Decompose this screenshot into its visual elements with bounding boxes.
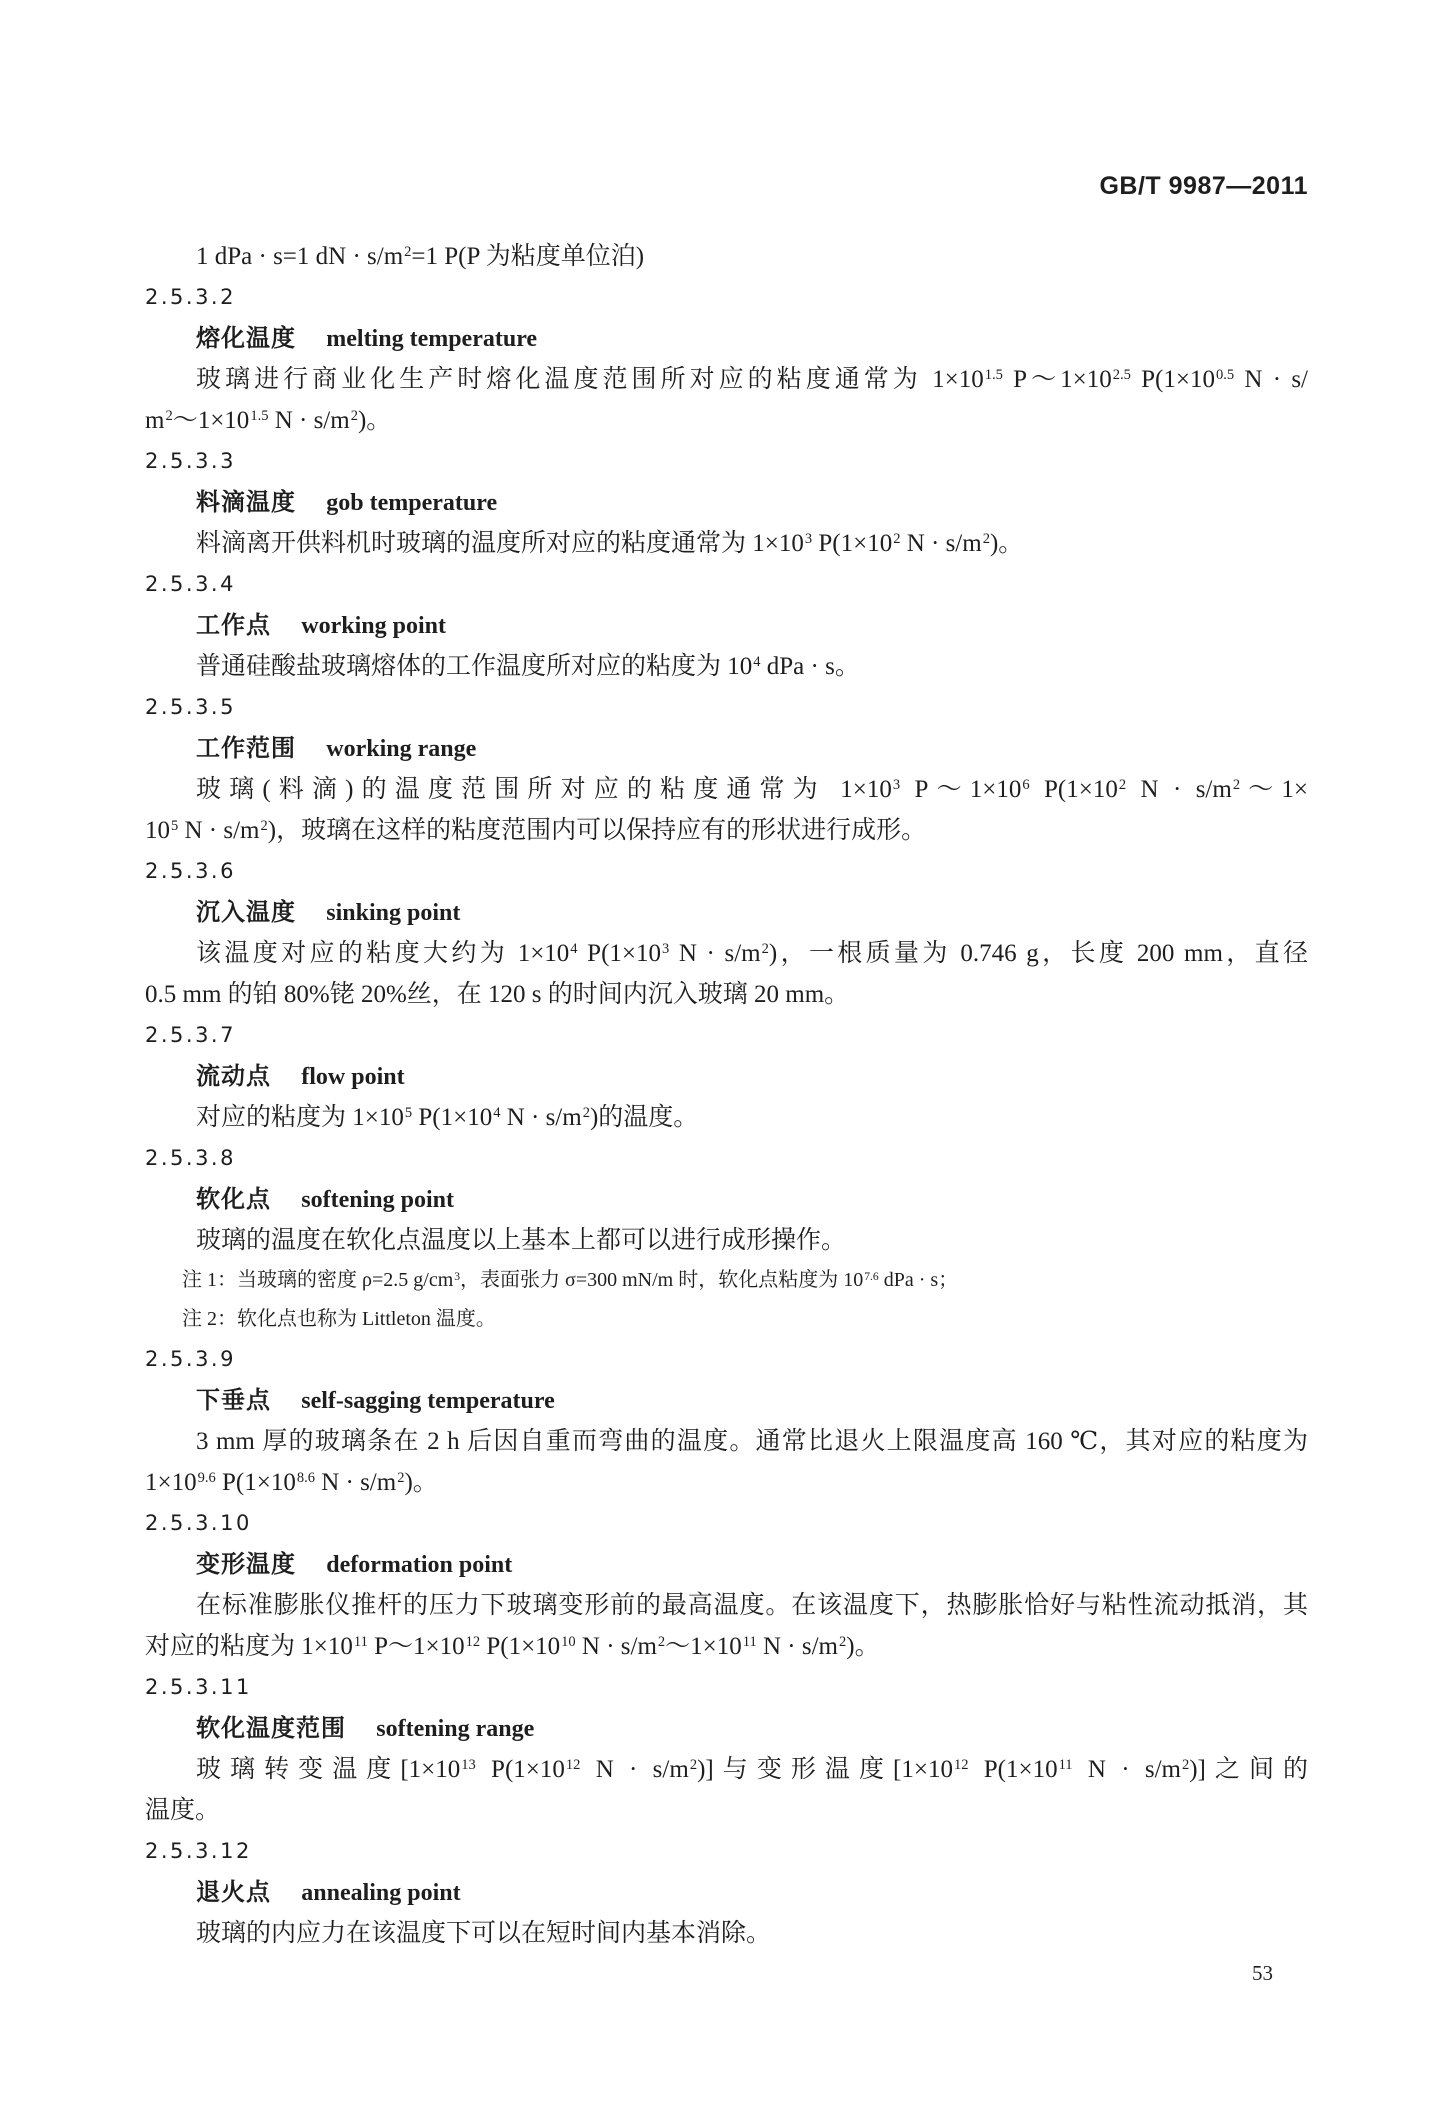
definition-line <box>145 400 1308 441</box>
text-run: ～1×10 <box>172 407 250 434</box>
superscript: 9.6 <box>197 1470 216 1487</box>
text-run: )]与变形温度[1×10 <box>697 1756 953 1783</box>
text-run: P～1×10 <box>1002 366 1112 393</box>
superscript: 1.5 <box>984 367 1003 384</box>
superscript: 2 <box>761 941 769 958</box>
definition-line <box>145 1749 1308 1790</box>
continuation-paragraph-line <box>145 236 1308 277</box>
text-run: 1 dPa · s=1 dN · s/m <box>196 243 404 270</box>
text-run: 料滴离开供料机时玻璃的温度所对应的粘度通常为 1×10 <box>196 530 804 557</box>
superscript: 3 <box>804 531 813 548</box>
term-heading <box>145 1708 1308 1749</box>
superscript: 2 <box>1118 777 1127 794</box>
term-english: melting temperature <box>326 326 538 352</box>
superscript: 13 <box>461 1757 476 1774</box>
superscript: 4 <box>493 1105 501 1122</box>
term-chinese: 流动点 <box>196 1062 271 1090</box>
term-entry <box>145 1667 1308 1831</box>
definition-line <box>145 646 1308 687</box>
term-entry <box>145 277 1308 441</box>
superscript: 2 <box>582 1105 590 1122</box>
text-run: )。 <box>846 1633 880 1660</box>
page-number: 53 <box>1252 1961 1273 1985</box>
superscript: 8.6 <box>296 1470 315 1487</box>
clause-number: 2.5.3.12 <box>145 1839 252 1863</box>
term-chinese: 变形温度 <box>196 1550 296 1578</box>
text-run: )]之间的 <box>1189 1756 1308 1783</box>
text-run: P(1×10 <box>812 530 893 557</box>
text-run: P～1×10 <box>367 1633 465 1660</box>
superscript: 2 <box>350 408 358 425</box>
text-run: N · s/m <box>268 407 350 434</box>
term-heading <box>145 728 1308 769</box>
term-english: working range <box>326 736 477 762</box>
text-run: 普通硅酸盐玻璃熔体的工作温度所对应的粘度为 10 <box>196 653 753 680</box>
text-run: m <box>145 407 165 434</box>
superscript: 5 <box>404 1105 413 1122</box>
text-run: P～1×10 <box>900 776 1022 803</box>
text-run: 在标准膨胀仪推杆的压力下玻璃变形前的最高温度。在该温度下，热膨胀恰好与粘性流动抵消，其 <box>196 1592 1308 1619</box>
term-english: sinking point <box>326 900 461 926</box>
superscript: 2 <box>1181 1757 1190 1774</box>
text-run: N · s/m <box>669 940 761 967</box>
term-chinese: 下垂点 <box>196 1386 271 1414</box>
text-run: N · s/m <box>756 1633 838 1660</box>
definition-line <box>145 1097 1308 1138</box>
term-entry <box>145 1138 1308 1339</box>
definition-line <box>145 1585 1308 1626</box>
term-heading <box>145 482 1308 523</box>
text-run: P(1×10 <box>475 1756 565 1783</box>
superscript: 4 <box>753 654 761 671</box>
text-run: )，一根质量为 0.746 g，长度 200 mm，直径 <box>768 940 1308 967</box>
text-run: )。 <box>357 407 392 434</box>
definition-line <box>145 359 1308 400</box>
superscript: 4 <box>570 941 578 958</box>
running-header-standard-number: GB/T 9987—2011 <box>1099 172 1308 200</box>
clause-number: 2.5.3.3 <box>145 449 236 473</box>
term-heading <box>145 892 1308 933</box>
clause-number: 2.5.3.11 <box>145 1675 252 1699</box>
clause-number: 2.5.3.5 <box>145 695 236 719</box>
text-run: )的温度。 <box>589 1104 699 1131</box>
definition-line <box>145 974 1308 1015</box>
term-entry <box>145 1339 1308 1503</box>
term-entry <box>145 441 1308 564</box>
text-run: dPa · s； <box>878 1269 959 1291</box>
superscript: 3 <box>662 941 670 958</box>
superscript: 1.5 <box>250 408 269 425</box>
superscript: 2 <box>1232 777 1241 794</box>
definition-line <box>145 1462 1308 1503</box>
text-run: 玻璃的温度在软化点温度以上基本上都可以进行成形操作。 <box>196 1227 847 1254</box>
superscript: 12 <box>953 1757 969 1774</box>
text-run: 注 2：软化点也称为 Littleton 温度。 <box>182 1308 496 1330</box>
term-chinese: 料滴温度 <box>196 488 296 516</box>
clause-number: 2.5.3.7 <box>145 1023 236 1047</box>
definition-line <box>145 810 1308 851</box>
text-run: N · s/m <box>900 530 982 557</box>
superscript: 6 <box>1022 777 1030 794</box>
term-chinese: 熔化温度 <box>196 324 296 352</box>
term-heading <box>145 318 1308 359</box>
superscript: 2 <box>657 1634 666 1651</box>
text-run: ～1×10 <box>665 1633 742 1660</box>
text-run: 3 mm 厚的玻璃条在 2 h 后因自重而弯曲的温度。通常比退火上限温度高 160 ℃，其对应的粘度为 <box>196 1428 1308 1455</box>
definition-line <box>145 1220 1308 1261</box>
term-entry <box>145 851 1308 1015</box>
superscript: 3 <box>454 1269 461 1283</box>
superscript: 3 <box>892 777 901 794</box>
term-english: working point <box>301 613 446 639</box>
term-heading <box>145 1380 1308 1421</box>
text-run: N · s/m <box>580 1756 689 1783</box>
term-chinese: 软化点 <box>196 1185 271 1213</box>
text-run: N · s/m <box>178 817 260 844</box>
text-run: 0.5 mm 的铂 80%铑 20%丝，在 120 s 的时间内沉入玻璃 20 mm。 <box>145 981 850 1008</box>
text-run: 玻璃(料滴)的温度范围所对应的粘度通常为 1×10 <box>196 776 892 803</box>
superscript: 2 <box>397 1470 405 1487</box>
superscript: 2 <box>260 818 268 835</box>
clause-number: 2.5.3.4 <box>145 572 236 596</box>
superscript: 2 <box>165 408 173 425</box>
term-english: deformation point <box>326 1552 513 1578</box>
term-english: annealing point <box>301 1880 461 1906</box>
superscript: 2.5 <box>1112 367 1131 384</box>
text-run: 玻璃转变温度[1×10 <box>196 1756 461 1783</box>
text-run: N · s/m <box>500 1104 582 1131</box>
superscript: 11 <box>1058 1757 1073 1774</box>
superscript: 12 <box>565 1757 581 1774</box>
text-run: 玻璃进行商业化生产时熔化温度范围所对应的粘度通常为 1×10 <box>196 366 984 393</box>
definition-line <box>145 1790 1308 1831</box>
definition-line <box>145 769 1308 810</box>
text-run: 对应的粘度为 1×10 <box>196 1104 404 1131</box>
superscript: 2 <box>689 1757 698 1774</box>
text-run: 玻璃的内应力在该温度下可以在短时间内基本消除。 <box>196 1920 772 1947</box>
term-heading <box>145 1179 1308 1220</box>
term-entry <box>145 1831 1308 1954</box>
text-run: P(1×10 <box>215 1469 296 1496</box>
term-english: self-sagging temperature <box>301 1388 555 1414</box>
text-run: )。 <box>404 1469 438 1496</box>
superscript: 11 <box>353 1634 368 1651</box>
text-run: P(1×10 <box>1130 366 1215 393</box>
note-line <box>145 1261 1308 1300</box>
superscript: 11 <box>742 1634 757 1651</box>
term-chinese: 沉入温度 <box>196 898 296 926</box>
term-chinese: 工作点 <box>196 611 271 639</box>
text-run: 10 <box>145 817 170 844</box>
term-entry <box>145 1015 1308 1138</box>
text-run: 温度。 <box>145 1797 221 1824</box>
term-english: flow point <box>301 1064 405 1090</box>
superscript: 2 <box>839 1634 847 1651</box>
text-run: P(1×10 <box>968 1756 1058 1783</box>
term-heading <box>145 1544 1308 1585</box>
superscript: 0.5 <box>1215 367 1235 384</box>
text-run: P(1×10 <box>412 1104 493 1131</box>
text-run: )。 <box>989 530 1024 557</box>
text-run: 注 1：当玻璃的密度 ρ=2.5 g/cm <box>182 1269 454 1291</box>
term-english: gob temperature <box>326 490 498 516</box>
text-run: N · s/m <box>1072 1756 1181 1783</box>
term-entry <box>145 564 1308 687</box>
superscript: 12 <box>465 1634 481 1651</box>
superscript: 2 <box>893 531 901 548</box>
text-run: N · s/m <box>1126 776 1232 803</box>
definition-line <box>145 1421 1308 1462</box>
clause-number: 2.5.3.2 <box>145 285 236 309</box>
superscript: 7.6 <box>864 1269 879 1283</box>
definition-line <box>145 1626 1308 1667</box>
term-chinese: 工作范围 <box>196 734 296 762</box>
term-chinese: 退火点 <box>196 1878 271 1906</box>
text-run: P(1×10 <box>1029 776 1118 803</box>
term-entry <box>145 1503 1308 1667</box>
clause-number: 2.5.3.9 <box>145 1347 236 1371</box>
clause-number: 2.5.3.6 <box>145 859 236 883</box>
term-english: softening point <box>301 1187 454 1213</box>
text-run: N · s/m <box>575 1633 657 1660</box>
text-run: ，表面张力 σ=300 mN/m 时，软化点粘度为 10 <box>460 1269 864 1291</box>
text-run: N · s/m <box>314 1469 397 1496</box>
term-heading <box>145 1056 1308 1097</box>
clause-number: 2.5.3.8 <box>145 1146 236 1170</box>
definition-line <box>145 933 1308 974</box>
term-english: softening range <box>376 1716 535 1742</box>
text-run: dPa · s。 <box>760 653 860 680</box>
term-chinese: 软化温度范围 <box>196 1714 346 1742</box>
text-run: N · s/ <box>1234 366 1308 393</box>
definition-line <box>145 523 1308 564</box>
text-run: P(1×10 <box>480 1633 561 1660</box>
document-body <box>145 236 1308 1954</box>
text-run: P(1×10 <box>577 940 661 967</box>
definition-line <box>145 1913 1308 1954</box>
superscript: 2 <box>404 244 412 261</box>
text-run: ～1× <box>1240 776 1308 803</box>
superscript: 2 <box>982 531 990 548</box>
superscript: 10 <box>561 1634 576 1651</box>
text-run: 对应的粘度为 1×10 <box>145 1633 353 1660</box>
text-run: )，玻璃在这样的粘度范围内可以保持应有的形状进行成形。 <box>267 817 927 844</box>
text-run: 1×10 <box>145 1469 197 1496</box>
text-run: 该温度对应的粘度大约为 1×10 <box>196 940 570 967</box>
term-heading <box>145 1872 1308 1913</box>
term-heading <box>145 605 1308 646</box>
text-run: =1 P(P 为粘度单位泊) <box>411 243 645 270</box>
note-line <box>145 1300 1308 1339</box>
superscript: 5 <box>171 818 179 835</box>
clause-number: 2.5.3.10 <box>145 1511 252 1535</box>
term-entry <box>145 687 1308 851</box>
